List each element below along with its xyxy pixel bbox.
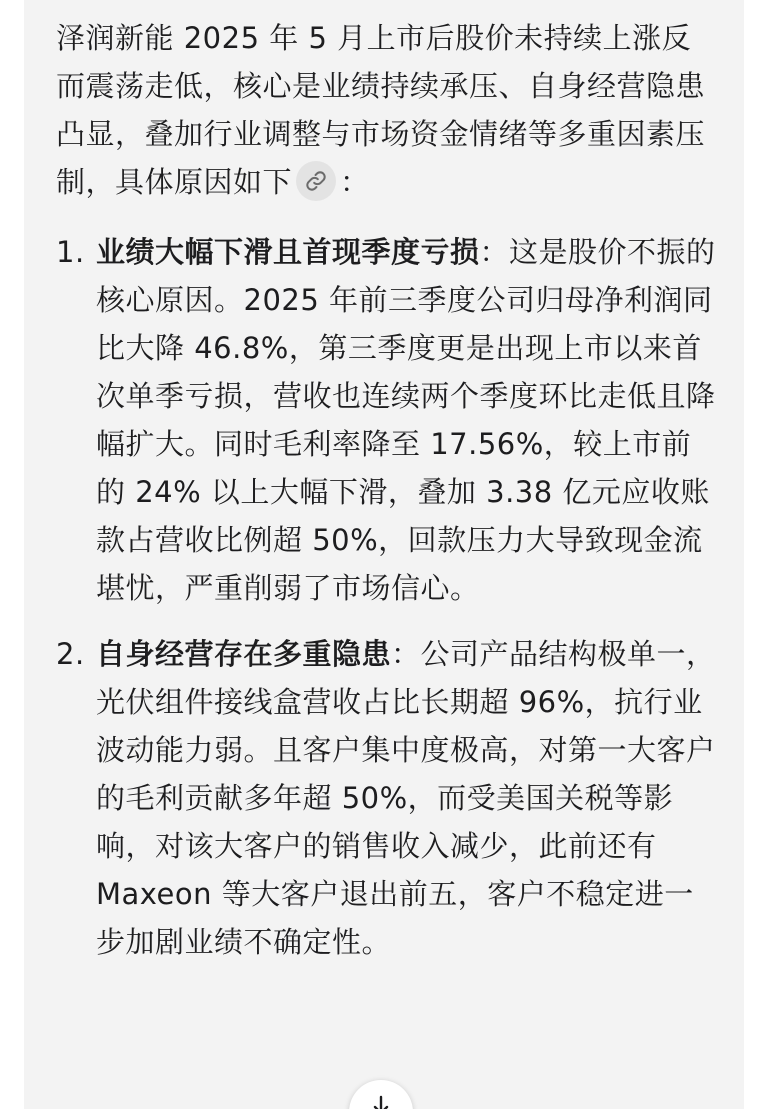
intro-text: 泽润新能 2025 年 5 月上市后股价未持续上涨反而震荡走低，核心是业绩持续承压、自身经营隐患凸显，叠加行业调整与市场资金情绪等多重因素压制，具体原因如下 <box>56 21 706 199</box>
list-item-number: 2. <box>56 637 85 671</box>
answer-text <box>56 14 716 984</box>
list-item-title: 自身经营存在多重隐患 <box>96 637 392 671</box>
list-item-body: ：这是股价不振的核心原因。2025 年前三季度公司归母净利润同比大降 46.8%，第三季度更是出现上市以来首次单季亏损，营收也连续两个季度环比走低且降幅扩大。同时毛利率降至 17.56%，较上市前的 24% 以上大幅下滑，叠加 3.38 亿元应收账款占营收比例超 50%，回款压力大导致现金流堪忧，严重削弱了市场信心。 <box>96 235 716 605</box>
intro-paragraph <box>56 14 716 206</box>
arrow-down-icon <box>371 1094 391 1109</box>
answer-panel <box>24 0 744 1109</box>
list-item-title: 业绩大幅下滑且首现季度亏损 <box>96 235 480 269</box>
link-icon <box>305 170 327 192</box>
list-item <box>56 228 716 612</box>
list-item-body: ：公司产品结构极单一，光伏组件接线盒营收占比长期超 96%，抗行业波动能力弱。且客户集中度极高，对第一大客户的毛利贡献多年超 50%，而受美国关税等影响，对该大客户的销售收入减少，此前还有 Maxeon 等大客户退出前五，客户不稳定进一步加剧业绩不确定性。 <box>96 637 716 959</box>
list-item-number: 1. <box>56 235 85 269</box>
intro-suffix: ： <box>340 165 370 199</box>
source-link-chip[interactable] <box>296 161 336 201</box>
reason-list <box>56 228 716 966</box>
list-item <box>56 630 716 966</box>
